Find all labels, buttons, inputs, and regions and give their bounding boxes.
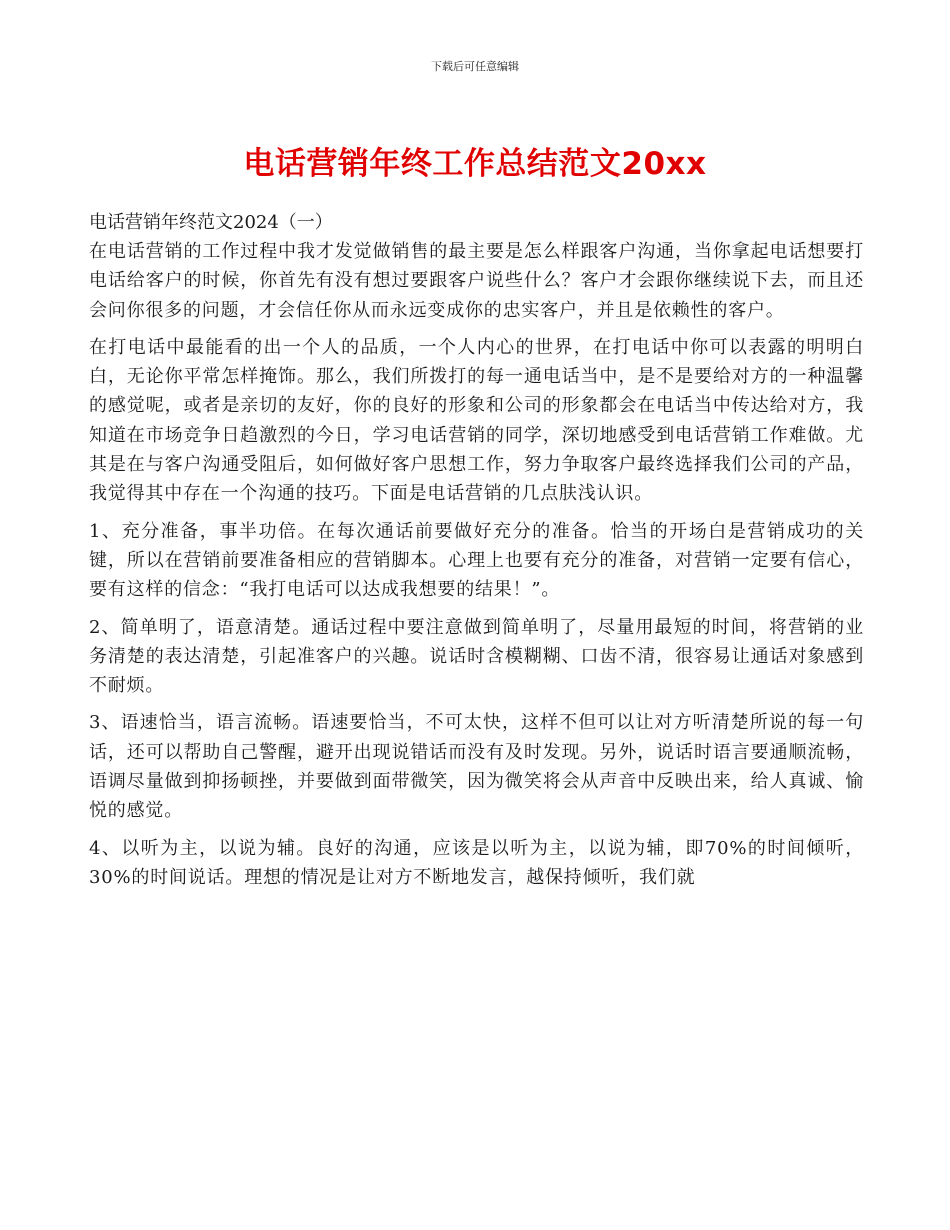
document-body — [89, 208, 864, 900]
paragraph-point-2: 2、简单明了，语意清楚。通话过程中要注意做到简单明了，尽量用最短的时间，将营销的业务清楚的表达清楚，引起准客户的兴趣。说话时含模糊糊、口齿不清，很容易让通话对象感到不耐烦。 — [89, 616, 864, 697]
paragraph-point-4: 4、以听为主，以说为辅。良好的沟通，应该是以听为主，以说为辅，即70%的时间倾听，30%的时间说话。理想的情况是让对方不断地发言，越保持倾听，我们就 — [89, 837, 864, 888]
document-subtitle: 电话营销年终范文2024（一） — [89, 212, 333, 233]
page-header-note: 下载后可任意编辑 — [431, 60, 519, 73]
paragraph-point-1: 1、充分准备，事半功倍。在每次通话前要做好充分的准备。恰当的开场白是营销成功的关键，所以在营销前要准备相应的营销脚本。心理上也要有充分的准备，对营销一定要有信心，要有这样的信念：“我打电话可以达成我想要的结果！”。 — [89, 520, 864, 601]
paragraph-point-3: 3、语速恰当，语言流畅。语速要恰当，不可太快，这样不但可以让对方听清楚所说的每一句话，还可以帮助自己警醒，避开出现说错话而没有及时发现。另外，说话时语言要通顺流畅，语调尽量做到抑扬顿挫，并要做到面带微笑，因为微笑将会从声音中反映出来，给人真诚、愉悦的感觉。 — [89, 712, 864, 822]
paragraph-quality: 在打电话中最能看的出一个人的品质，一个人内心的世界，在打电话中你可以表露的明明白白，无论你平常怎样掩饰。那么，我们所拨打的每一通电话当中，是不是要给对方的一种温馨的感觉呢，或者是亲切的友好，你的良好的形象和公司的形象都会在电话当中传达给对方，我知道在市场竞争日趋激烈的今日，学习电话营销的同学，深切地感受到电话营销工作难做。尤其是在与客户沟通受阻后，如何做好客户思想工作，努力争取客户最终选择我们公司的产品，我觉得其中存在一个沟通的技巧。下面是电话营销的几点肤浅认识。 — [89, 336, 864, 505]
document-title: 电话营销年终工作总结范文20xx — [243, 146, 707, 182]
paragraph-intro: 在电话营销的工作过程中我才发觉做销售的最主要是怎么样跟客户沟通，当你拿起电话想要打电话给客户的时候，你首先有没有想过要跟客户说些什么？客户才会跟你继续说下去，而且还会问你很多的问题，才会信任你从而永远变成你的忠实客户，并且是依赖性的客户。 — [89, 241, 864, 321]
